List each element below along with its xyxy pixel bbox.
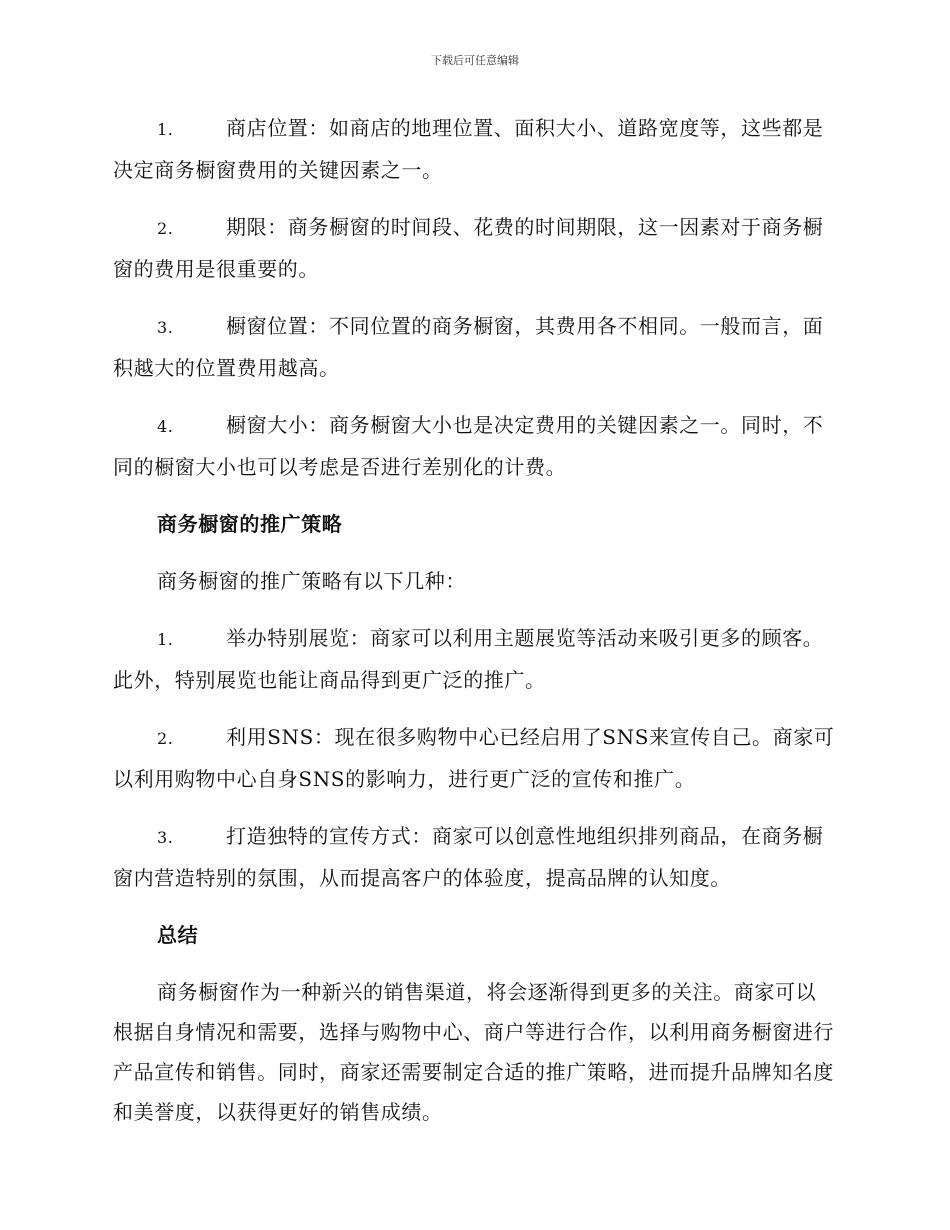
section-heading-summary: 总结 xyxy=(157,923,199,947)
list-item xyxy=(113,405,835,487)
list-item xyxy=(113,306,835,388)
section-heading-promotion: 商务橱窗的推广策略 xyxy=(157,512,343,536)
list-number: 2. xyxy=(157,729,174,748)
list-item xyxy=(113,816,835,898)
list-item-text: 举办特别展览：商家可以利用主题展览等活动来吸引更多的顾客。此外，特别展览也能让商品得到更广泛的推广。 xyxy=(113,626,824,692)
list-item-text: 商店位置：如商店的地理位置、面积大小、道路宽度等，这些都是决定商务橱窗费用的关键因素之一。 xyxy=(113,116,824,182)
list-item-text: 橱窗大小：商务橱窗大小也是决定费用的关键因素之一。同时，不同的橱窗大小也可以考虑是否进行差别化的计费。 xyxy=(113,413,824,479)
list-number: 1. xyxy=(157,630,174,649)
list-number: 4. xyxy=(157,417,174,436)
page-header: 下载后可任意编辑 xyxy=(431,54,519,67)
list-item xyxy=(113,108,835,190)
list-item-text: 橱窗位置：不同位置的商务橱窗，其费用各不相同。一般而言，面积越大的位置费用越高。 xyxy=(113,314,824,380)
list-item xyxy=(113,618,835,700)
list-number: 2. xyxy=(157,219,174,238)
list-number: 3. xyxy=(157,828,174,847)
list-item xyxy=(113,717,835,799)
summary-paragraph: 商务橱窗作为一种新兴的销售渠道，将会逐渐得到更多的关注。商家可以根据自身情况和需要，选择与购物中心、商户等进行合作，以利用商务橱窗进行产品宣传和销售。同时，商家还需要制定合适的推广策略，进而提升品牌知名度和美誉度，以获得更好的销售成绩。 xyxy=(113,980,834,1124)
list-number: 1. xyxy=(157,120,174,139)
list-item-text: 利用SNS：现在很多购物中心已经启用了SNS来宣传自己。商家可以利用购物中心自身SNS的影响力，进行更广泛的宣传和推广。 xyxy=(113,725,835,791)
list-item-text: 打造独特的宣传方式：商家可以创意性地组织排列商品，在商务橱窗内营造特别的氛围，从而提高客户的体验度，提高品牌的认知度。 xyxy=(113,824,824,890)
section-intro: 商务橱窗的推广策略有以下几种： xyxy=(157,569,466,593)
list-item xyxy=(113,207,835,289)
document-body xyxy=(113,108,835,1149)
list-number: 3. xyxy=(157,318,174,337)
list-item-text: 期限：商务橱窗的时间段、花费的时间期限，这一因素对于商务橱窗的费用是很重要的。 xyxy=(113,215,824,281)
